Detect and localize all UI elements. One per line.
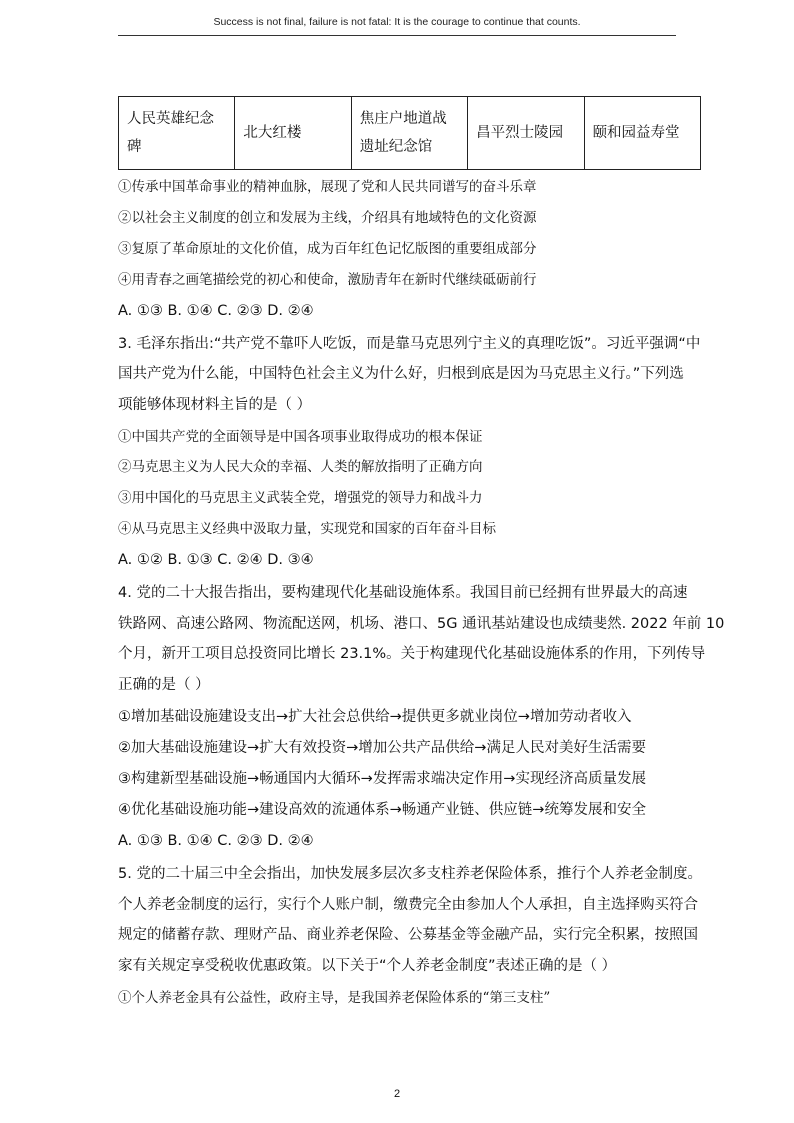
q2-choices: A. ①③ B. ①④ C. ②③ D. ②④ (118, 303, 314, 319)
table-row (119, 97, 701, 170)
q2-option-2: ②以社会主义制度的创立和发展为主线，介绍具有地域特色的文化资源 (118, 210, 537, 226)
q3-option-2: ②马克思主义为人民大众的幸福、人类的解放指明了正确方向 (118, 459, 483, 475)
q4-stem-line-4: 正确的是（ ） (118, 677, 210, 693)
q5-stem-line-4: 家有关规定享受税收优惠政策。以下关于“个人养老金制度”表述正确的是（ ） (118, 958, 617, 974)
q4-option-3: ③构建新型基础设施→畅通国内大循环→发挥需求端决定作用→实现经济高质量发展 (118, 771, 646, 787)
table-cell: 焦庄户地道战遗址纪念馆 (351, 97, 467, 170)
q4-stem-line-1: 4. 党的二十大报告指出，要构建现代化基础设施体系。我国目前已经拥有世界最大的高速 (118, 585, 688, 601)
sites-table (118, 96, 701, 170)
q3-stem-line-3: 项能够体现材料主旨的是（ ） (118, 397, 312, 413)
header-rule (118, 35, 676, 36)
q3-option-4: ④从马克思主义经典中汲取力量，实现党和国家的百年奋斗目标 (118, 521, 496, 537)
q4-option-2: ②加大基础设施建设→扩大有效投资→增加公共产品供给→满足人民对美好生活需要 (118, 740, 646, 756)
q3-stem-line-2: 国共产党为什么能，中国特色社会主义为什么好，归根到底是因为马克思主义行。”下列选 (118, 366, 684, 382)
q5-stem-line-2: 个人养老金制度的运行，实行个人账户制，缴费完全由参加人个人承担，自主选择购买符合 (118, 897, 698, 913)
table-cell: 颐和园益寿堂 (584, 97, 700, 170)
table-cell: 北大红楼 (235, 97, 351, 170)
table-cell: 昌平烈士陵园 (468, 97, 584, 170)
q2-option-3: ③复原了革命原址的文化价值，成为百年红色记忆版图的重要组成部分 (118, 241, 537, 257)
q3-choices: A. ①② B. ①③ C. ②④ D. ③④ (118, 552, 314, 568)
q5-stem-line-1: 5. 党的二十届三中全会指出，加快发展多层次多支柱养老保险体系，推行个人养老金制度。 (118, 866, 702, 882)
q4-option-1: ①增加基础设施建设支出→扩大社会总供给→提供更多就业岗位→增加劳动者收入 (118, 709, 632, 725)
q3-option-3: ③用中国化的马克思主义武装全党，增强党的领导力和战斗力 (118, 490, 483, 506)
q2-option-4: ④用青春之画笔描绘党的初心和使命，激励青年在新时代继续砥砺前行 (118, 272, 537, 288)
q5-stem-line-3: 规定的储蓄存款、理财产品、商业养老保险、公募基金等金融产品，实行完全积累，按照国 (118, 927, 698, 943)
q2-option-1: ①传承中国革命事业的精神血脉，展现了党和人民共同谱写的奋斗乐章 (118, 179, 537, 195)
q4-stem-line-2: 铁路网、高速公路网、物流配送网，机场、港口、5G 通讯基站建设也成绩斐然. 2022 年前 10 (118, 616, 725, 632)
q4-stem-line-3: 个月，新开工项目总投资同比增长 23.1%。关于构建现代化基础设施体系的作用，下列传导 (118, 646, 706, 662)
q3-stem-line-1: 3. 毛泽东指出:“共产党不靠吓人吃饭，而是靠马克思列宁主义的真理吃饭”。习近平强调“中 (118, 336, 701, 352)
header-motto: Success is not final, failure is not fatal: It is the courage to continue that counts. (213, 16, 581, 28)
q5-option-1: ①个人养老金具有公益性，政府主导，是我国养老保险体系的“第三支柱” (118, 990, 551, 1006)
page-number: 2 (393, 1088, 401, 1100)
q4-option-4: ④优化基础设施功能→建设高效的流通体系→畅通产业链、供应链→统筹发展和安全 (118, 802, 646, 818)
table-cell: 人民英雄纪念碑 (119, 97, 235, 170)
q4-choices: A. ①③ B. ①④ C. ②③ D. ②④ (118, 833, 314, 849)
q3-option-1: ①中国共产党的全面领导是中国各项事业取得成功的根本保证 (118, 429, 483, 445)
